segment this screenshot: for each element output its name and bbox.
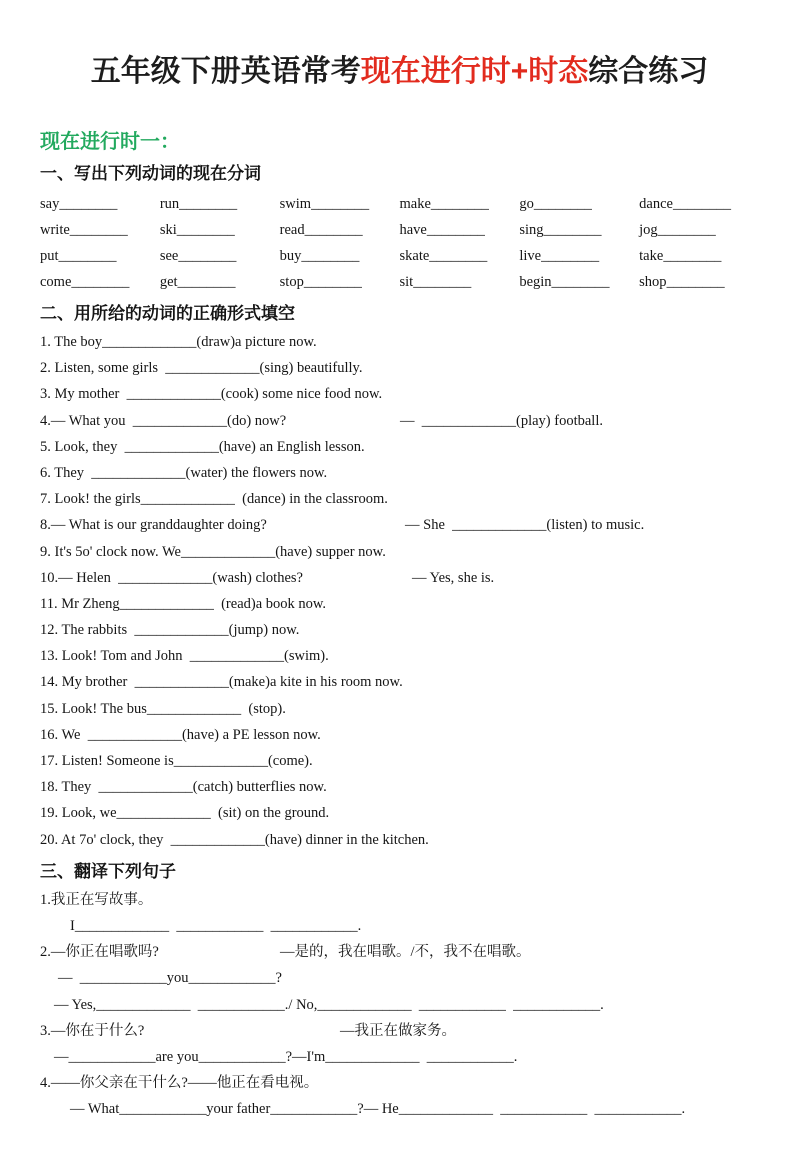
blank-line: ________	[666, 274, 725, 290]
exercise-line-9: 9. It's 5o' clock now. We_____________(have) supper now.	[40, 543, 386, 560]
verb-cell	[160, 243, 280, 269]
verb-cell	[639, 269, 759, 295]
blank-line: ________	[176, 222, 235, 238]
verb-label: shop	[639, 274, 667, 290]
verb-label: have	[399, 222, 427, 238]
exercise-line-13: 13. Look! Tom and John _____________(swim).	[40, 648, 329, 665]
verb-cell	[280, 269, 400, 295]
exercise-line-19: 19. Look, we_____________ (sit) on the ground.	[40, 805, 330, 822]
page-title	[40, 52, 759, 92]
section2-heading: 二、用所给的动词的正确形式填空	[40, 304, 295, 323]
verb-label: swim	[279, 196, 312, 212]
blank-line: ________	[533, 196, 592, 212]
verb-cell	[160, 191, 280, 217]
blank-line: ________	[69, 222, 128, 238]
verb-label: run	[159, 196, 180, 212]
verb-cell	[40, 243, 160, 269]
blank-line: ________	[303, 274, 362, 290]
blank-line: ________	[429, 248, 488, 264]
exercise-line-8: 8.— What is our granddaughter doing? — She _____________(listen) to music.	[40, 512, 759, 538]
section3-heading: 三、翻译下列句子	[40, 861, 176, 881]
exercise-line-6: 6. They _____________(water) the flowers now.	[40, 464, 328, 481]
translation-line-4-en: — What____________your father____________?— He_____________ ____________ ____________.	[70, 1101, 686, 1118]
verb-label: begin	[519, 274, 552, 290]
blank-line: ________	[426, 222, 485, 238]
verb-cell	[519, 243, 639, 269]
exercise-line-11: 11. Mr Zheng_____________ (read)a book now.	[40, 595, 327, 612]
translation-line-2-answer: — Yes,_____________ ____________./ No,_____________ ____________ ____________.	[54, 996, 604, 1013]
translation-line-1-en: I_____________ ____________ ____________.	[70, 917, 362, 934]
verb-cell	[519, 269, 639, 295]
verb-label: write	[40, 222, 70, 238]
exercise-line-10: 10.— Helen _____________(wash) clothes? — Yes, she is.	[40, 565, 759, 591]
blank-line: ________	[304, 222, 363, 238]
title-part-1: 五年级下册英语常考	[90, 55, 361, 88]
blank-line: ________	[311, 196, 370, 212]
translation-line-1-cn: 1.我正在写故事。	[40, 891, 153, 908]
translation-line-2-cn: 2.—你正在唱歌吗? —是的，我在唱歌。/不，我不在唱歌。	[40, 939, 759, 965]
exercise-line-3: 3. My mother _____________(cook) some nice food now.	[40, 386, 383, 403]
title-part-2: 综合练习	[588, 55, 709, 88]
verb-label: come	[40, 274, 72, 290]
blank-line: ________	[179, 196, 238, 212]
verb-cell	[400, 191, 520, 217]
blank-line: ________	[541, 248, 600, 264]
translation-line-4-cn: 4.——你父亲在干什么?——他正在看电视。	[40, 1075, 319, 1092]
blank-line: ________	[672, 196, 731, 212]
subtitle-present-continuous: 现在进行时一：	[40, 131, 180, 153]
verb-cell	[400, 217, 520, 243]
blank-line: ________	[551, 274, 610, 290]
exercise-line-5: 5. Look, they _____________(have) an English lesson.	[40, 438, 365, 455]
verb-cell	[639, 217, 759, 243]
translation-line-3-en: —____________are you____________?—I'm_____________ ____________.	[54, 1048, 518, 1065]
verb-cell	[160, 217, 280, 243]
verb-label: get	[159, 274, 178, 290]
exercise-line-18: 18. They _____________(catch) butterflies now.	[40, 779, 327, 796]
verb-label: read	[279, 222, 305, 238]
verb-cell	[160, 269, 280, 295]
verb-cell	[40, 191, 160, 217]
exercise-line-15: 15. Look! The bus_____________ (stop).	[40, 700, 286, 717]
exercise-line-10-answer: — Yes, she is.	[412, 569, 495, 586]
blank-line: ________	[413, 274, 472, 290]
verb-cell	[519, 217, 639, 243]
blank-line: ________	[657, 222, 716, 238]
exercise-line-16: 16. We _____________(have) a PE lesson now.	[40, 726, 321, 743]
section2-exercise-list	[40, 329, 759, 853]
verb-label: say	[40, 196, 60, 212]
verb-cell	[400, 243, 520, 269]
exercise-line-8-answer: — She _____________(listen) to music.	[405, 517, 645, 534]
verb-label: sing	[519, 222, 544, 238]
exercise-line-12: 12. The rabbits _____________(jump) now.	[40, 622, 300, 639]
exercise-line-2: 2. Listen, some girls _____________(sing) beautifully.	[40, 360, 363, 377]
exercise-line-4: 4.— What you _____________(do) now? — _____________(play) football.	[40, 408, 759, 434]
verb-label: see	[159, 248, 179, 264]
verb-cell	[280, 243, 400, 269]
verb-label: ski	[159, 222, 177, 238]
verb-label: skate	[399, 248, 430, 264]
section1-heading: 一、写出下列动词的现在分词	[40, 164, 261, 183]
exercise-line-1: 1. The boy_____________(draw)a picture now.	[40, 334, 317, 350]
translation-line-2-question: — ____________you____________?	[58, 970, 282, 987]
verb-label: make	[399, 196, 431, 212]
blank-line: ________	[178, 248, 237, 264]
verb-cell	[639, 243, 759, 269]
blank-line: ________	[663, 248, 722, 264]
worksheet-page	[0, 52, 793, 1122]
translation-line-2-cn-answer: —是的，我在唱歌。/不，我不在唱歌。	[280, 944, 531, 961]
section3-translation-list	[40, 887, 759, 1123]
verb-label: go	[519, 196, 534, 212]
title-highlight-red: 现在进行时+时态	[360, 55, 589, 88]
verb-label: sit	[399, 274, 414, 290]
verb-label: stop	[279, 274, 304, 290]
blank-line: ________	[59, 196, 118, 212]
exercise-line-4-answer: — _____________(play) football.	[400, 412, 603, 429]
verb-cell	[40, 217, 160, 243]
verb-label: live	[519, 248, 542, 264]
blank-line: ________	[58, 248, 117, 264]
verb-cell	[400, 269, 520, 295]
blank-line: ________	[543, 222, 602, 238]
exercise-line-7: 7. Look! the girls_____________ (dance) in the classroom.	[40, 491, 388, 508]
exercise-line-14: 14. My brother _____________(make)a kite in his room now.	[40, 674, 403, 691]
blank-line: ________	[71, 274, 130, 290]
verb-cell	[280, 217, 400, 243]
verb-grid	[40, 191, 759, 295]
exercise-line-20: 20. At 7o' clock, they _____________(have) dinner in the kitchen.	[40, 831, 429, 848]
verb-cell	[40, 269, 160, 295]
translation-line-3-cn-answer: —我正在做家务。	[340, 1022, 456, 1039]
blank-line: ________	[301, 248, 360, 264]
verb-label: dance	[639, 196, 673, 212]
verb-cell	[639, 191, 759, 217]
translation-line-3-cn: 3.—你在于什么? —我正在做家务。	[40, 1018, 759, 1044]
blank-line: ________	[430, 196, 489, 212]
verb-cell	[519, 191, 639, 217]
blank-line: ________	[177, 274, 236, 290]
verb-label: take	[639, 248, 664, 264]
exercise-line-17: 17. Listen! Someone is_____________(come).	[40, 753, 313, 769]
verb-label: put	[40, 248, 59, 264]
verb-label: buy	[279, 248, 302, 264]
verb-cell	[280, 191, 400, 217]
verb-label: jog	[639, 222, 658, 238]
